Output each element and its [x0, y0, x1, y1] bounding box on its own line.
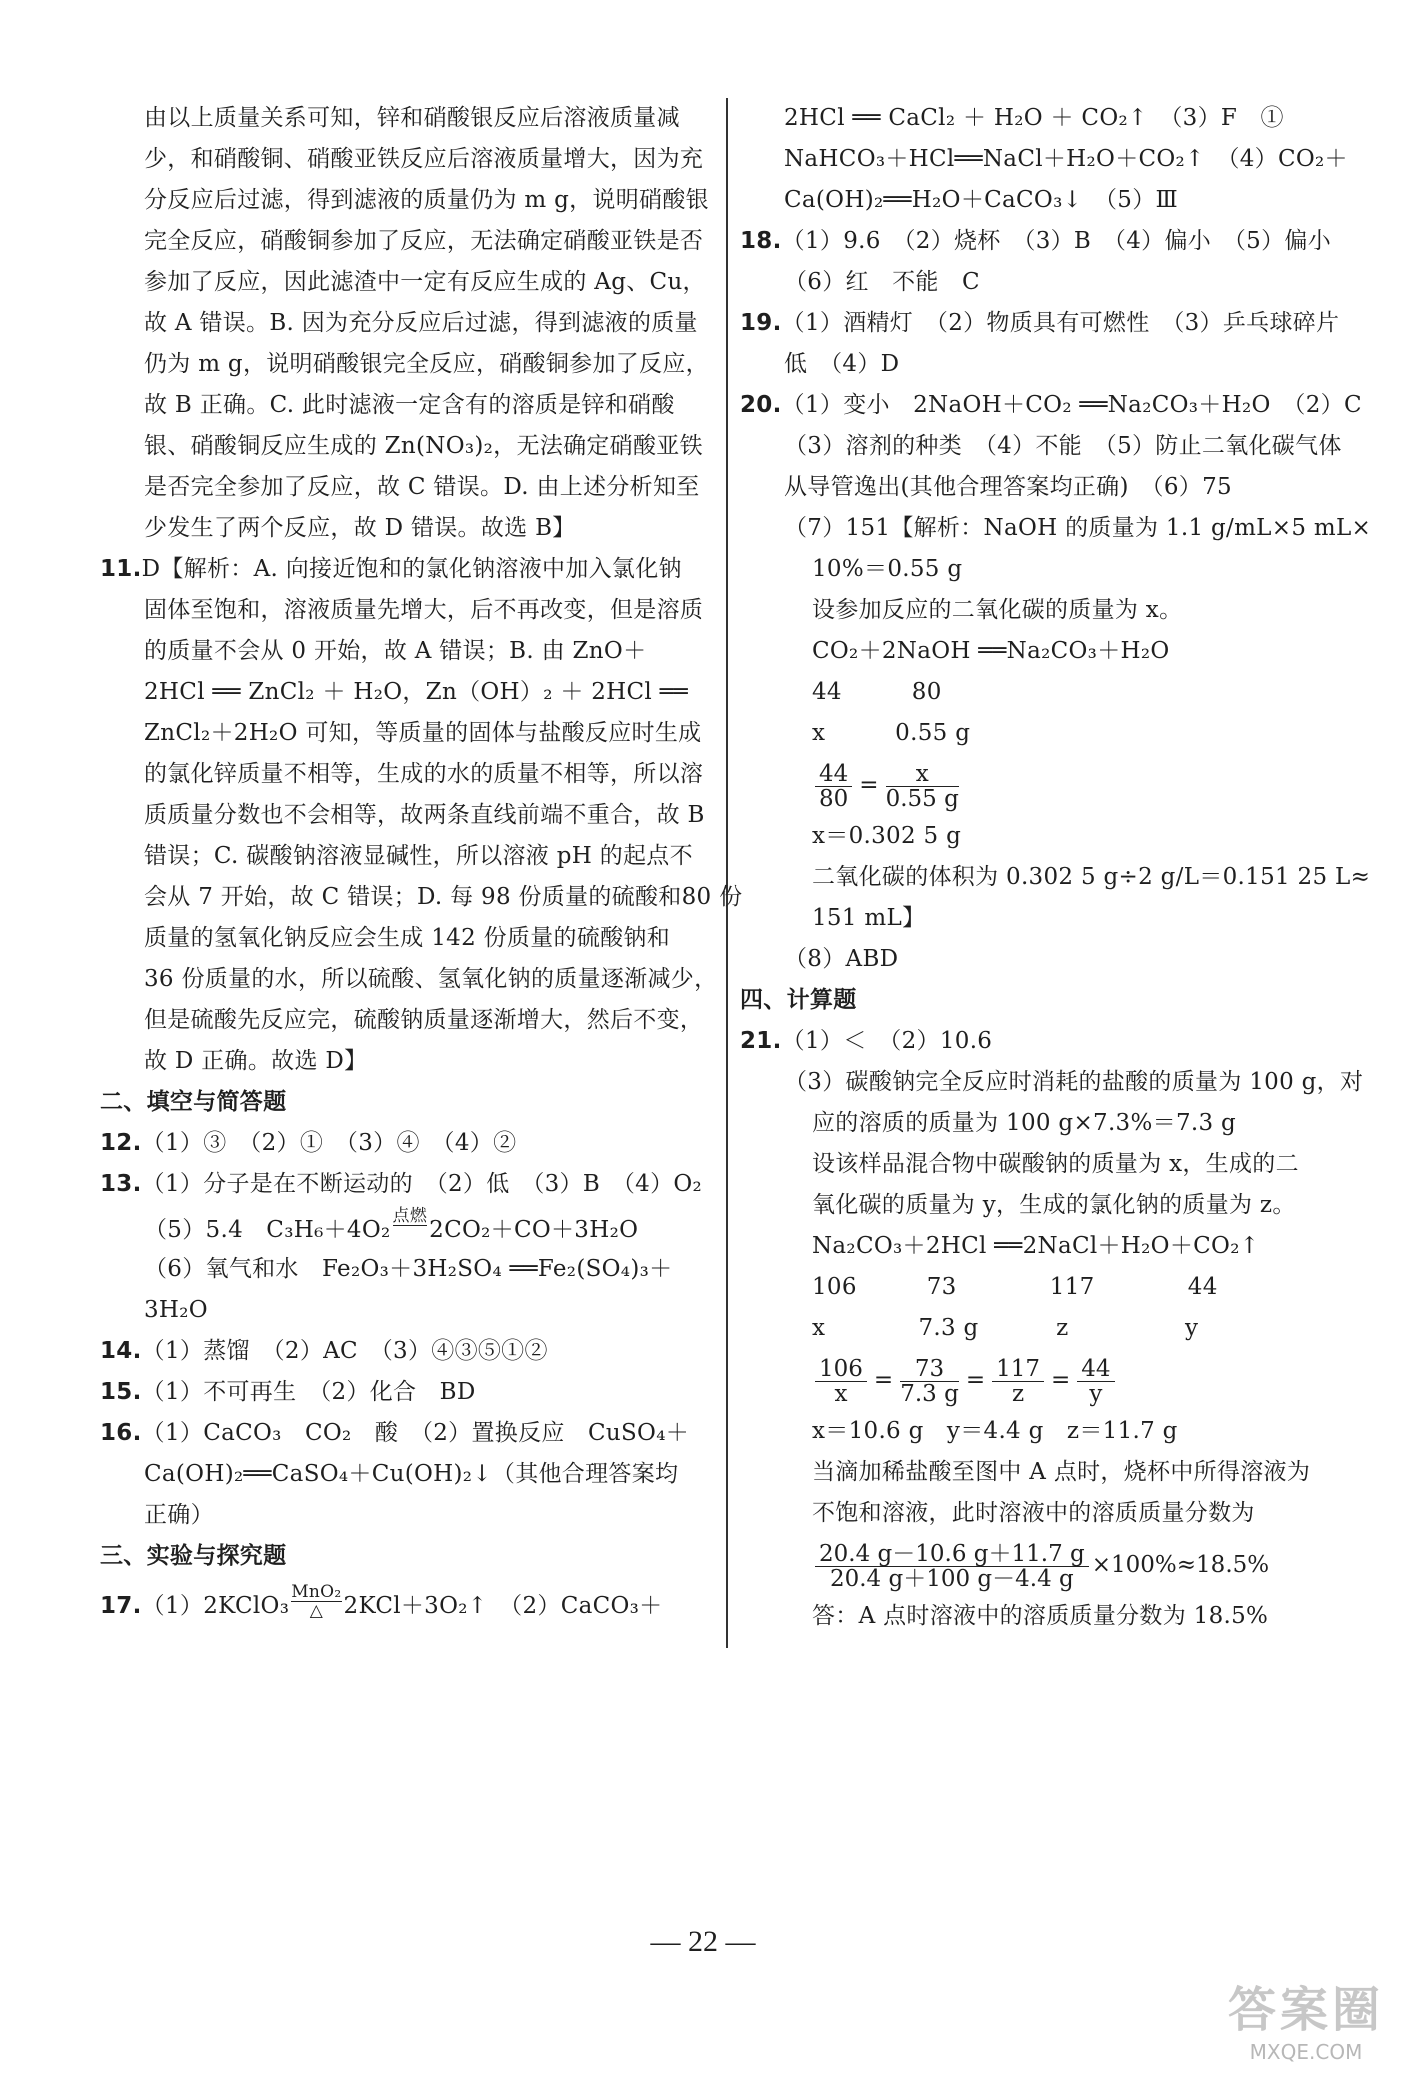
text-line: 3H₂O	[144, 1297, 208, 1323]
text-line: 完全反应，硝酸铜参加了反应，无法确定硝酸亚铁是否	[144, 228, 704, 254]
question-13	[100, 1164, 720, 1205]
numerator: 44	[1077, 1357, 1114, 1382]
text-line: 故 D 正确。故选 D】	[144, 1048, 368, 1074]
text-line: x＝0.302 5 g	[812, 823, 962, 849]
question-12	[100, 1123, 720, 1164]
denominator: 20.4 g＋100 g－4.4 g	[829, 1565, 1074, 1592]
equals-sign: =	[873, 1367, 894, 1393]
page-number: — 22 —	[650, 1925, 756, 1958]
text-line: D【解析：A. 向接近饱和的氯化钠溶液中加入氯化钠	[141, 556, 682, 582]
text-line: 少，和硝酸铜、硝酸亚铁反应后溶液质量增大，因为充	[144, 146, 704, 172]
text-line: 少发生了两个反应，故 D 错误。故选 B】	[144, 515, 576, 541]
text-line: 氧化碳的质量为 y，生成的氯化钠的质量为 z。	[812, 1192, 1296, 1218]
equation-left: （1）2KClO₃	[141, 1593, 290, 1619]
text-line: 质质量分数也不会相等，故两条直线前端不重合，故 B	[144, 802, 705, 828]
text-line: x 7.3 g z y	[812, 1315, 1199, 1341]
text-line: 10%＝0.55 g	[812, 556, 963, 582]
text-line: 分反应后过滤，得到滤液的质量仍为 m g，说明硝酸银	[144, 187, 709, 213]
text-line: 二氧化碳的体积为 0.302 5 g÷2 g/L＝0.151 25 L≈	[812, 864, 1371, 890]
text-line: 错误；C. 碳酸钠溶液显碱性，所以溶液 pH 的起点不	[144, 843, 693, 869]
denominator: 80	[819, 785, 849, 812]
question-21	[740, 1021, 1370, 1062]
equation-right: 2KCl＋3O₂↑ （2）CaCO₃＋	[343, 1593, 663, 1619]
text-line: 不饱和溶液，此时溶液中的溶质质量分数为	[812, 1500, 1255, 1526]
denominator: 0.55 g	[885, 785, 959, 812]
answer-text: （1）＜ （2）10.6	[781, 1028, 993, 1054]
question-number: 17.	[100, 1593, 142, 1619]
text-line: 银、硝酸铜反应生成的 Zn(NO₃)₂，无法确定硝酸亚铁	[144, 433, 703, 459]
watermark-text: 答案圈	[1227, 1982, 1384, 2038]
section-heading: 四、计算题	[740, 987, 857, 1013]
text-line: （6）氧气和水 Fe₂O₃＋3H₂SO₄ ══Fe₂(SO₄)₃＋	[144, 1256, 673, 1282]
text-line: 正确）	[144, 1502, 214, 1528]
text-line: 设该样品混合物中碳酸钠的质量为 x，生成的二	[812, 1151, 1299, 1177]
denominator: 7.3 g	[900, 1380, 959, 1407]
fraction	[992, 1357, 1044, 1406]
section-heading: 三、实验与探究题	[100, 1543, 287, 1569]
text-line: 的氯化锌质量不相等，生成的水的质量不相等，所以溶	[144, 761, 704, 787]
question-16	[100, 1413, 720, 1454]
equals-sign: =	[1051, 1367, 1071, 1393]
question-number: 18.	[740, 228, 782, 254]
column-divider	[726, 98, 728, 1648]
equals-sign: =	[859, 772, 879, 798]
question-14	[100, 1331, 720, 1372]
text-line: 故 B 正确。C. 此时滤液一定含有的溶质是锌和硝酸	[144, 392, 675, 418]
proportion-equation	[740, 1349, 1370, 1411]
denominator: z	[1011, 1380, 1025, 1407]
text-line: NaHCO₃＋HCl══NaCl＋H₂O＋CO₂↑ （4）CO₂＋	[784, 146, 1348, 172]
equation-right: 2CO₂＋CO＋3H₂O	[429, 1217, 639, 1243]
text-line: Na₂CO₃＋2HCl ══2NaCl＋H₂O＋CO₂↑	[812, 1233, 1260, 1259]
text-line: 36 份质量的水，所以硫酸、氢氧化钠的质量逐渐减少，	[144, 966, 718, 992]
text-line: 质量的氢氧化钠反应会生成 142 份质量的硫酸钠和	[144, 925, 671, 951]
fraction	[815, 1357, 867, 1406]
text-line: 会从 7 开始，故 C 错误；D. 每 98 份质量的硫酸和80 份	[144, 884, 743, 910]
watermark-logo	[1216, 1980, 1396, 2070]
proportion-equation	[740, 754, 1370, 816]
fraction	[1077, 1357, 1114, 1406]
left-column	[100, 98, 743, 1627]
text-line: （3）碳酸钠完全反应时消耗的盐酸的质量为 100 g，对	[784, 1069, 1364, 1095]
text-line: 低 （4）D	[784, 351, 900, 377]
percentage-equation	[740, 1534, 1370, 1596]
text-line: 参加了反应，因此滤渣中一定有反应生成的 Ag、Cu，	[144, 269, 706, 295]
final-answer: 答：A 点时溶液中的溶质质量分数为 18.5%	[812, 1603, 1269, 1629]
answer-text: （1）蒸馏 （2）AC （3）④③⑤①②	[141, 1338, 548, 1364]
text-line: 的质量不会从 0 开始，故 A 错误；B. 由 ZnO＋	[144, 638, 647, 664]
text-line: 固体至饱和，溶液质量先增大，后不再改变，但是溶质	[144, 597, 704, 623]
question-number: 15.	[100, 1379, 142, 1405]
text-line: Ca(OH)₂══CaSO₄＋Cu(OH)₂↓（其他合理答案均	[144, 1461, 679, 1487]
question-15	[100, 1372, 720, 1413]
fraction	[900, 1357, 959, 1406]
question-number: 11.	[100, 556, 142, 582]
text-line: x 0.55 g	[812, 720, 971, 746]
text-line: 但是硫酸先反应完，硫酸钠质量逐渐增大，然后不变，	[144, 1007, 704, 1033]
answer-text: （1）9.6 （2）烧杯 （3）B （4）偏小 （5）偏小	[781, 228, 1332, 254]
text-line: ZnCl₂＋2H₂O 可知，等质量的固体与盐酸反应时生成	[144, 720, 702, 746]
answer-text: （1）不可再生 （2）化合 BD	[141, 1379, 476, 1405]
equation-left: （5）5.4 C₃H₆＋4O₂	[144, 1217, 391, 1243]
text-line: 151 mL】	[812, 905, 926, 931]
fraction	[886, 762, 959, 811]
numerator: 44	[815, 762, 852, 787]
text-line: 2HCl ══ CaCl₂ ＋ H₂O ＋ CO₂↑ （3）F ①	[784, 105, 1284, 131]
equation-line	[100, 1205, 720, 1249]
watermark-url: MXQE.COM	[1249, 2040, 1363, 2064]
text-line: 是否完全参加了反应，故 C 错误。D. 由上述分析知至	[144, 474, 700, 500]
equals-sign: =	[965, 1367, 986, 1393]
text-line: 由以上质量关系可知，锌和硝酸银反应后溶液质量减	[144, 105, 680, 131]
denominator: x	[834, 1380, 848, 1407]
answer-text: （1）分子是在不断运动的 （2）低 （3）B （4）O₂	[141, 1171, 703, 1197]
question-20	[740, 385, 1370, 426]
text-line: （8）ABD	[784, 946, 899, 972]
text-line: Ca(OH)₂══H₂O＋CaCO₃↓ （5）Ⅲ	[784, 187, 1178, 213]
numerator: x	[886, 762, 959, 787]
text-line: 应的溶质的质量为 100 g×7.3%＝7.3 g	[812, 1110, 1237, 1136]
answer-text: （1）变小 2NaOH＋CO₂ ══Na₂CO₃＋H₂O （2）C	[781, 392, 1362, 418]
text-line: 设参加反应的二氧化碳的质量为 x。	[812, 597, 1183, 623]
denominator: y	[1089, 1380, 1103, 1407]
reaction-condition	[291, 1583, 341, 1620]
equals-bar	[393, 1225, 428, 1244]
right-column	[740, 98, 1370, 1637]
question-number: 13.	[100, 1171, 142, 1197]
text-line: 2HCl ══ ZnCl₂ ＋ H₂O，Zn（OH）₂ ＋ 2HCl ══	[144, 679, 688, 705]
text-line: x＝10.6 g y＝4.4 g z＝11.7 g	[812, 1418, 1178, 1444]
answer-text: （1）酒精灯 （2）物质具有可燃性 （3）乒乓球碎片	[781, 310, 1340, 336]
text-line: （3）溶剂的种类 （4）不能 （5）防止二氧化碳气体	[784, 433, 1342, 459]
question-number: 20.	[740, 392, 782, 418]
numerator: 20.4 g－10.6 g＋11.7 g	[815, 1542, 1089, 1567]
question-17	[100, 1577, 720, 1627]
text-line: CO₂＋2NaOH ══Na₂CO₃＋H₂O	[812, 638, 1170, 664]
question-18	[740, 221, 1370, 262]
fraction	[815, 1542, 1089, 1591]
text-line: 当滴加稀盐酸至图中 A 点时，烧杯中所得溶液为	[812, 1459, 1311, 1485]
text-line: 故 A 错误。B. 因为充分反应后过滤，得到滤液的质量	[144, 310, 698, 336]
numerator: 73	[900, 1357, 959, 1382]
text-line: （7）151【解析：NaOH 的质量为 1.1 g/mL×5 mL×	[784, 515, 1372, 541]
condition-label: 点燃	[392, 1205, 428, 1226]
text-line: 从导管逸出(其他合理答案均正确) （6）75	[784, 474, 1232, 500]
fraction	[815, 762, 852, 811]
question-number: 19.	[740, 310, 782, 336]
heat-symbol: △	[291, 1601, 341, 1620]
text-line: 44 80	[812, 679, 942, 705]
section-heading: 二、填空与简答题	[100, 1089, 287, 1115]
answer-text: （1）③ （2）① （3）④ （4）②	[141, 1130, 517, 1156]
answer-text: （1）CaCO₃ CO₂ 酸 （2）置换反应 CuSO₄＋	[141, 1420, 690, 1446]
reaction-condition	[393, 1207, 428, 1244]
question-number: 12.	[100, 1130, 142, 1156]
catalyst-label: MnO₂	[291, 1581, 342, 1602]
question-number: 14.	[100, 1338, 142, 1364]
question-11	[100, 549, 720, 590]
numerator: 117	[992, 1357, 1044, 1382]
question-number: 16.	[100, 1420, 142, 1446]
percentage-result: ×100%≈18.5%	[1091, 1552, 1270, 1578]
text-line: 仍为 m g，说明硝酸银完全反应，硝酸铜参加了反应，	[144, 351, 709, 377]
question-number: 21.	[740, 1028, 782, 1054]
question-19	[740, 303, 1370, 344]
text-line: （6）红 不能 C	[784, 269, 980, 295]
numerator: 106	[815, 1357, 867, 1382]
text-line: 106 73 117 44	[812, 1274, 1218, 1300]
